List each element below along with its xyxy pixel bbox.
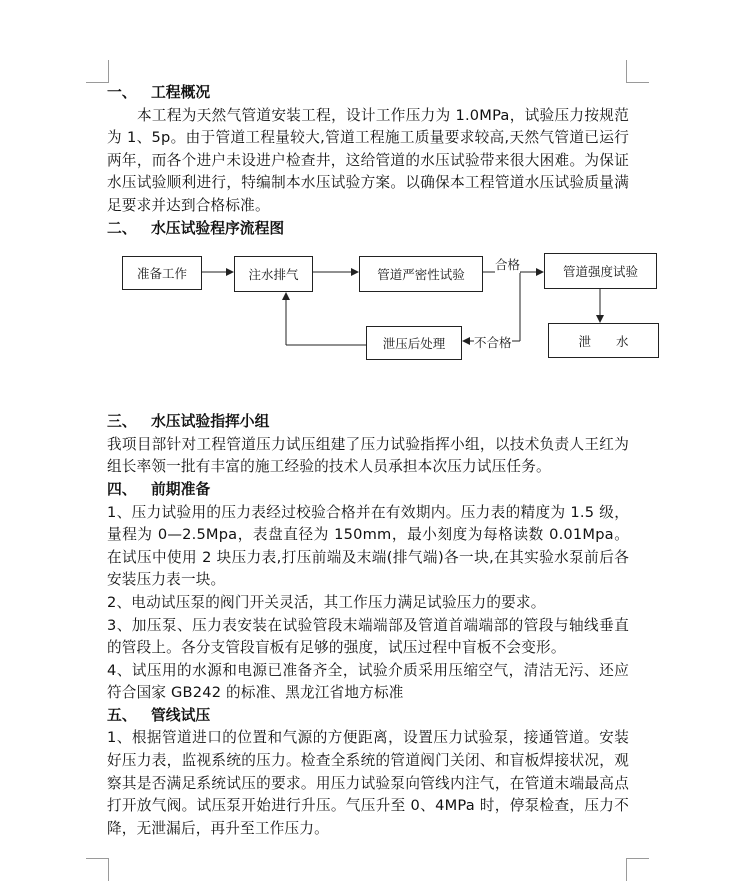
- section-number: 五、: [107, 706, 137, 724]
- flow-box-fill-vent: 注水排气: [234, 256, 313, 292]
- flow-box-prepare: 准备工作: [122, 256, 202, 290]
- section-title: 工程概况: [151, 84, 211, 101]
- section-4-item-3: 3、加压泵、压力表安装在试验管段末端端部及管道首端端部的管段与轴线垂直的管段上。各分支管段盲板有足够的强度，试压过程中盲板不会变形。: [107, 616, 629, 657]
- flow-box-leak-test: 管道严密性试验: [359, 256, 483, 292]
- section-number: 四、: [107, 480, 137, 498]
- section-number: 二、: [107, 219, 137, 237]
- section-title: 前期准备: [151, 480, 211, 498]
- section-1-paragraph: 本工程为天然气管道安装工程，设计工作压力为 1.0MPa，试验压力按规范为 1、5p。由于管道工程量较大,管道工程施工质量要求较高,天然气管道已运行两年，而各个进户未设进户检查井，这给管道的水压试验带来很大困难。为保证水压试验顺利进行，特编制本水压试验方案。以确保本工程管道水压试验质量满足要求并达到合格标准。: [107, 106, 629, 214]
- flow-box-depressurize: 泄压后处理: [366, 326, 462, 360]
- section-title: 管线试压: [151, 706, 211, 724]
- flow-box-strength-test: 管道强度试验: [544, 253, 657, 289]
- section-title: 水压试验指挥小组: [151, 413, 270, 431]
- section-4-item-2: 2、电动试压泵的阀门开关灵活，其工作压力满足试验压力的要求。: [107, 593, 546, 611]
- section-4-item-1: 1、压力试验用的压力表经过校验合格并在有效期内。压力表的精度为 1.5 级，量程为 0—2.5Mpa，表盘直径为 150mm，最小刻度为每格读数 0.01Mpa。在试压中使用 2 块压力表,打压前端及末端(排气端)各一块,在其实验水泵前后各安装压力表一块。: [107, 503, 629, 589]
- flow-label-pass: 合格: [495, 257, 521, 272]
- flow-label-fail: 不合格: [474, 335, 512, 350]
- section-4-item-4: 4、试压用的水源和电源已准备齐全，试验介质采用压缩空气，清洁无污、还应符合国家 GB242 的标准、黑龙江省地方标准: [107, 661, 629, 702]
- section-3-paragraph: 我项目部针对工程管道压力试压组建了压力试验指挥小组，以技术负责人王红为组长率领一批有丰富的施工经验的技术人员承担本次压力试压任务。: [107, 435, 629, 476]
- section-title: 水压试验程序流程图: [151, 219, 285, 237]
- section-number: 三、: [107, 413, 137, 431]
- section-number: 一、: [107, 84, 137, 101]
- section-5-paragraph: 1、根据管道进口的位置和气源的方便距离，设置压力试验泵，接通管道。安装好压力表，监视系统的压力。检查全系统的管道阀门关闭、和盲板焊接状况，观察其是否满足系统试压的要求。用压力试验泵向管线内注气，在管道末端最高点打开放气阀。试压泵开始进行升压。气压升至 0、4MPa 时，停泵检查，压力不降，无泄漏后，再升至工作压力。: [107, 729, 629, 837]
- flow-box-drain: 泄 水: [548, 323, 659, 358]
